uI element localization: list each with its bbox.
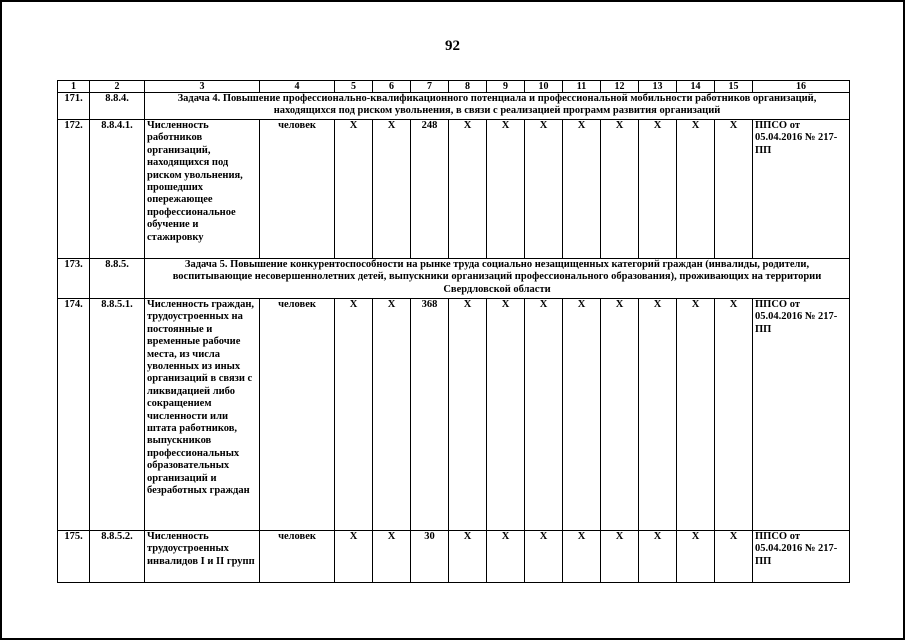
value-cell: X [487,299,525,531]
value-cell: X [373,531,411,583]
column-header: 7 [411,81,449,93]
value-cell: X [487,531,525,583]
value-cell: X [601,120,639,259]
value-cell: X [715,531,753,583]
value-cell: X [563,531,601,583]
value-cell: X [449,299,487,531]
task-title: Задача 4. Повышение профессионально-квалификационного потенциала и профессиональной мобильности работников организаций, находящихся под риском увольнения, в связи с реализацией программ развития организаций [145,93,850,120]
column-header: 14 [677,81,715,93]
source-cell: ППСО от 05.04.2016 № 217-ПП [753,531,850,583]
value-cell: X [525,299,563,531]
indicators-table [57,80,850,583]
value-cell: X [715,120,753,259]
value-cell: X [449,120,487,259]
row-number: 175. [58,531,90,583]
column-header: 10 [525,81,563,93]
value-cell: X [677,299,715,531]
value-cell: X [677,120,715,259]
column-header: 1 [58,81,90,93]
column-header: 12 [601,81,639,93]
row-code: 8.8.5. [90,259,145,299]
column-header: 2 [90,81,145,93]
indicator-row [58,531,850,583]
value-cell: X [639,120,677,259]
value-cell: X [335,120,373,259]
indicator-name: Численность работников организаций, находящихся под риском увольнения, прошедших опережающее профессиональное обучение и стажировку [145,120,260,259]
column-header: 9 [487,81,525,93]
row-number: 173. [58,259,90,299]
unit-cell: человек [260,299,335,531]
value-cell: X [601,531,639,583]
indicator-name: Численность граждан, трудоустроенных на постоянные и временные рабочие места, из числа уволенных из иных организаций в связи с ликвидацией либо сокращением численности или штата работников, выпускников профессиональных образовательных организаций и безработных граждан [145,299,260,531]
value-cell: X [525,120,563,259]
row-code: 8.8.4.1. [90,120,145,259]
column-header-row [58,81,850,93]
column-header: 13 [639,81,677,93]
task-row [58,259,850,299]
value-cell: X [449,531,487,583]
column-header: 8 [449,81,487,93]
value-cell: X [601,299,639,531]
unit-cell: человек [260,531,335,583]
value-cell: X [487,120,525,259]
value-cell: 248 [411,120,449,259]
value-cell: X [677,531,715,583]
value-cell: X [639,299,677,531]
value-cell: X [639,531,677,583]
row-number: 172. [58,120,90,259]
value-cell: X [525,531,563,583]
value-cell: X [335,531,373,583]
unit-cell: человек [260,120,335,259]
value-cell: X [335,299,373,531]
column-header: 11 [563,81,601,93]
row-number: 174. [58,299,90,531]
row-number: 171. [58,93,90,120]
value-cell: X [373,120,411,259]
row-code: 8.8.5.1. [90,299,145,531]
value-cell: X [563,299,601,531]
column-header: 6 [373,81,411,93]
value-cell: 368 [411,299,449,531]
column-header: 5 [335,81,373,93]
value-cell: 30 [411,531,449,583]
column-header: 16 [753,81,850,93]
source-cell: ППСО от 05.04.2016 № 217-ПП [753,120,850,259]
indicator-row [58,120,850,259]
column-header: 3 [145,81,260,93]
column-header: 4 [260,81,335,93]
value-cell: X [715,299,753,531]
page-number: 92 [445,38,460,54]
indicator-name: Численность трудоустроенных инвалидов I и II групп [145,531,260,583]
task-row [58,93,850,120]
row-code: 8.8.5.2. [90,531,145,583]
value-cell: X [563,120,601,259]
row-code: 8.8.4. [90,93,145,120]
source-cell: ППСО от 05.04.2016 № 217-ПП [753,299,850,531]
column-header: 15 [715,81,753,93]
value-cell: X [373,299,411,531]
indicator-row [58,299,850,531]
task-title: Задача 5. Повышение конкурентоспособности на рынке труда социально незащищенных категорий граждан (инвалиды, родители, воспитывающие несовершеннолетних детей, выпускники организаций профессионального образования), проживающих на территории Свердловской области [145,259,850,299]
